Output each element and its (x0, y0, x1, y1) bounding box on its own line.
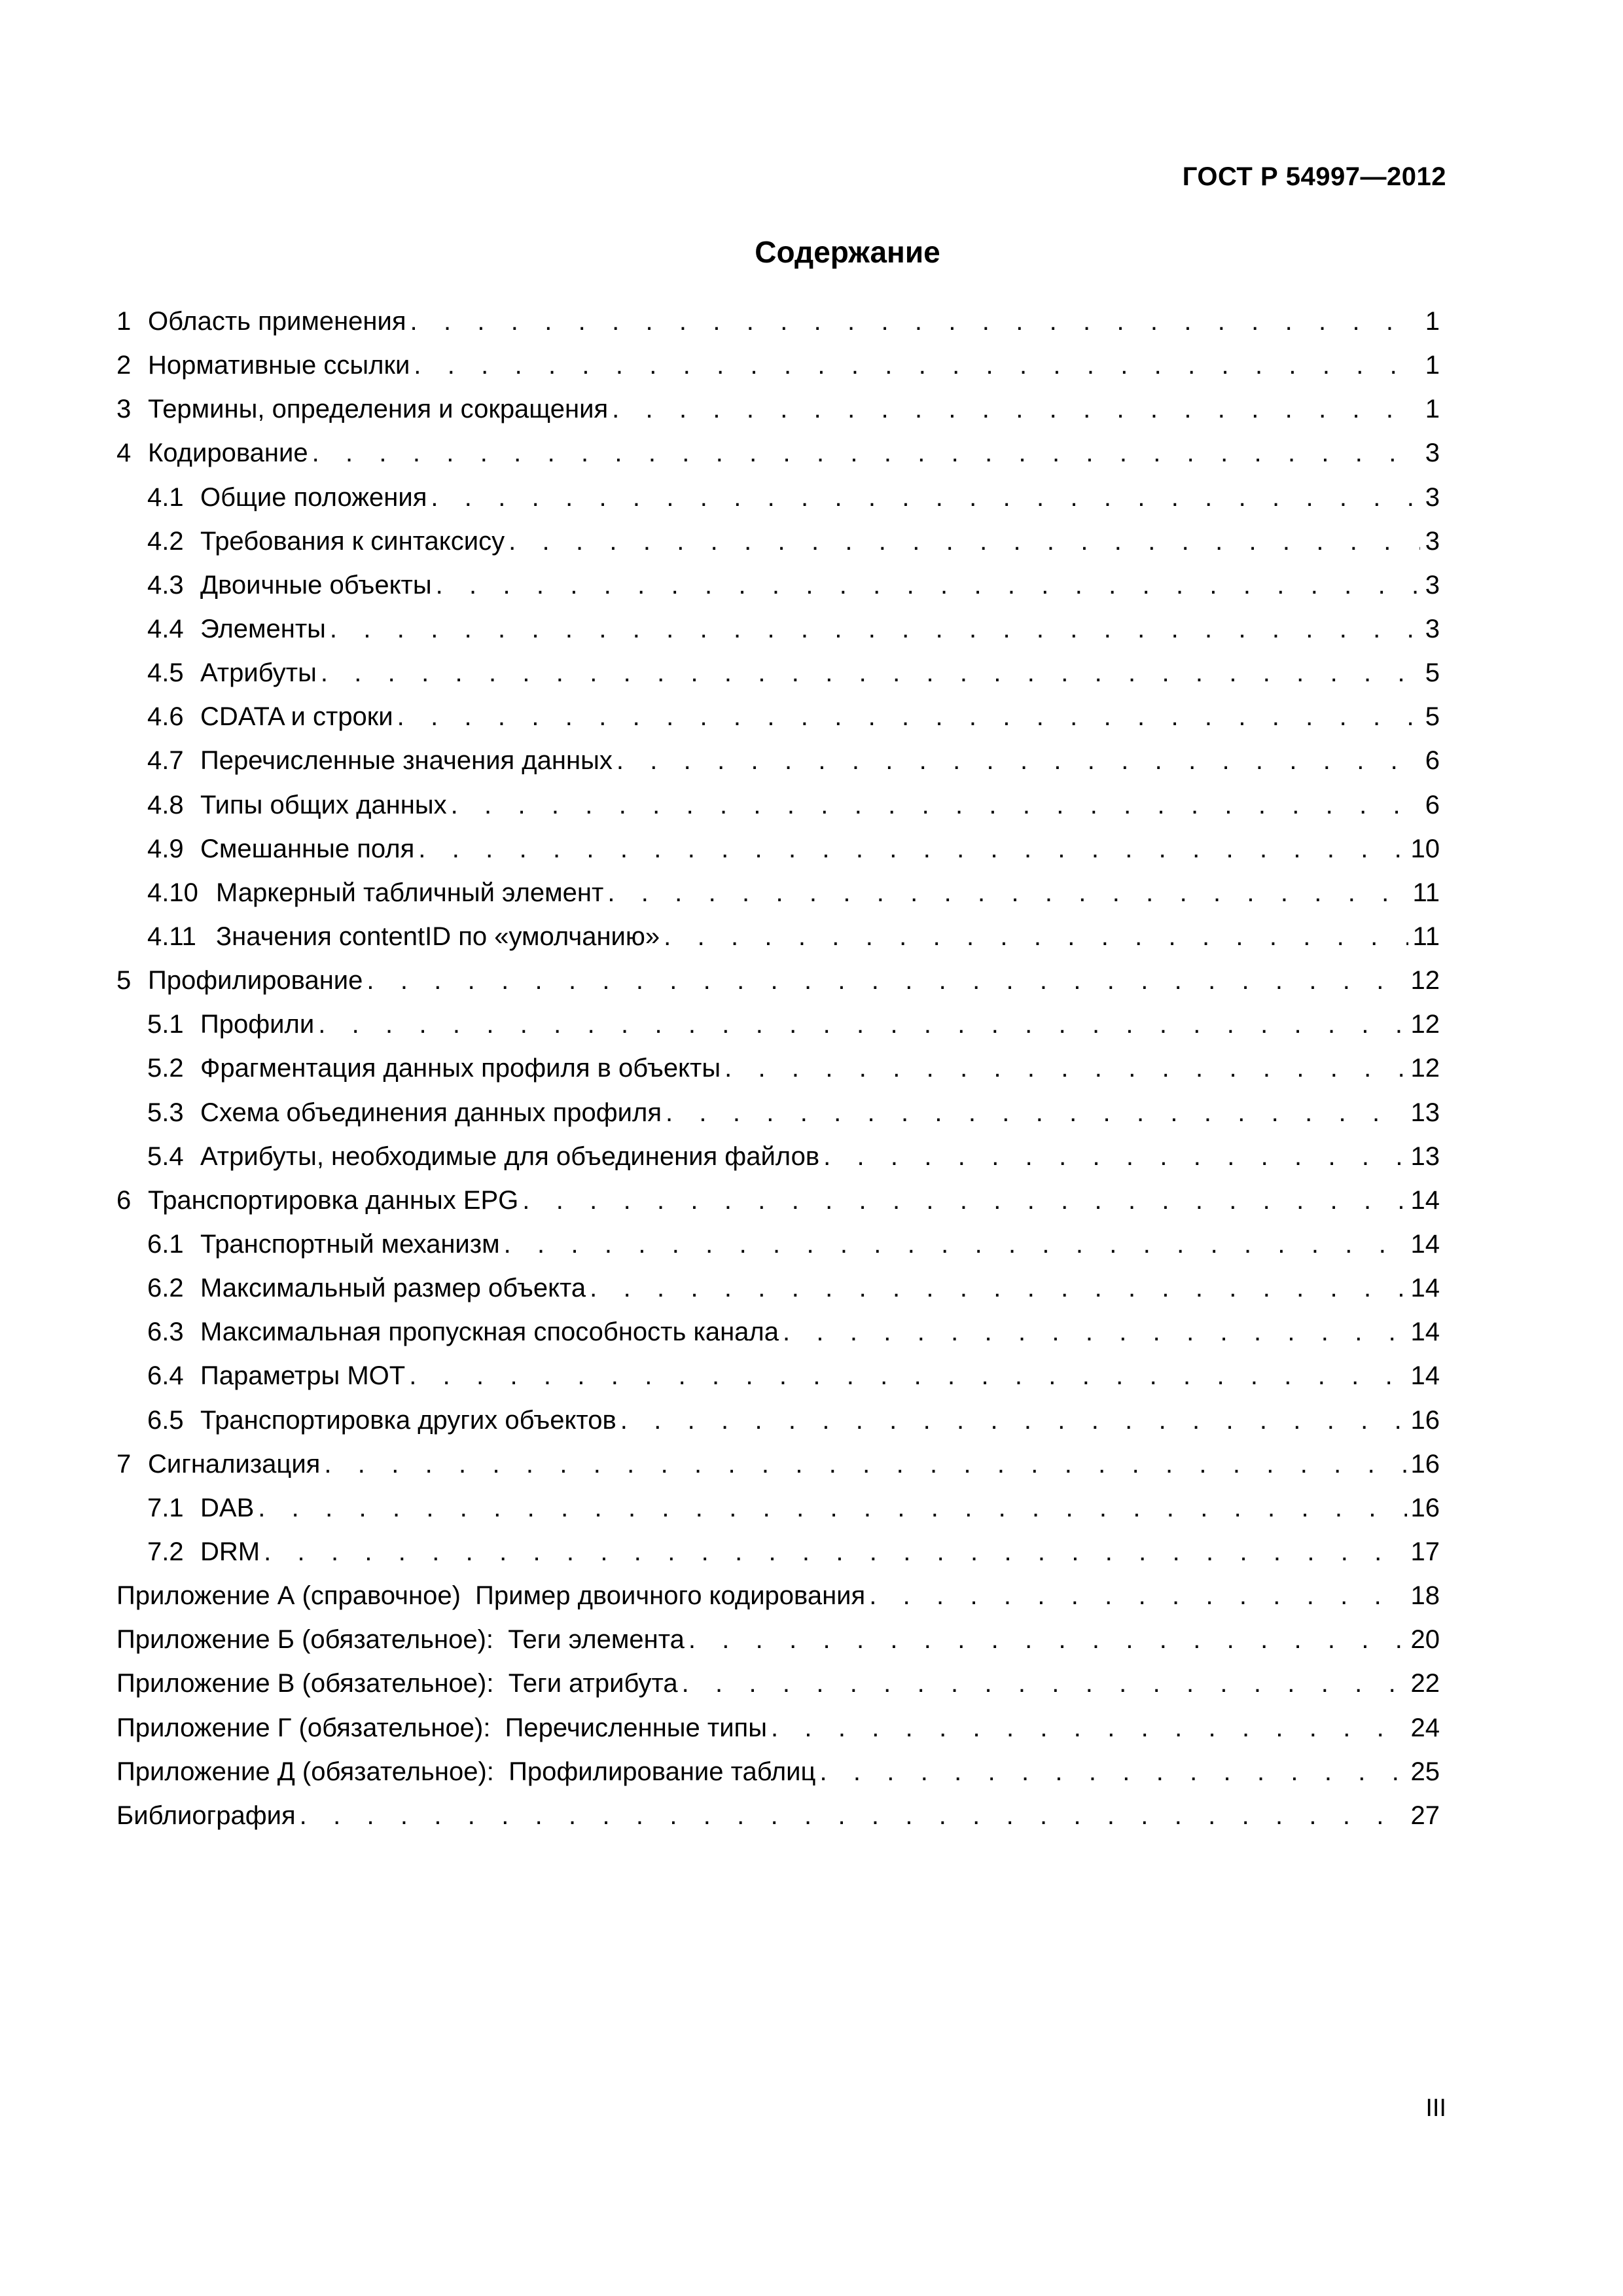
toc-entry-page: 13 (1410, 1141, 1440, 1171)
toc-title: Содержание (755, 235, 940, 269)
toc-entry-page: 12 (1410, 1010, 1440, 1039)
toc-entry-number: 4.5 (147, 658, 184, 688)
toc-entry-page: 3 (1425, 526, 1440, 556)
toc-entry-label: Транспортировка данных EPG (148, 1185, 519, 1215)
toc-entry-page: 16 (1410, 1449, 1440, 1479)
toc-entry-page: 3 (1425, 439, 1440, 468)
toc-entry-page: 6 (1425, 790, 1440, 819)
toc-leader-dots (612, 387, 1420, 431)
toc-entry-page: 14 (1410, 1274, 1440, 1303)
toc-leader-dots (397, 695, 1420, 739)
toc-entry-page: 1 (1425, 307, 1440, 336)
toc-entry-page: 5 (1425, 702, 1440, 732)
toc-entry-label: Общие положения (200, 482, 427, 512)
toc-leader-dots (418, 827, 1406, 871)
toc-entry-number: 4.3 (147, 570, 184, 600)
toc-entry-number: 5 (116, 966, 132, 996)
toc-entry-label: Нормативные ссылки (148, 351, 410, 380)
toc-entry-label: Сигнализация (148, 1449, 321, 1479)
toc-entry-label: Элементы (200, 614, 326, 643)
toc-entry-page: 11 (1412, 878, 1440, 907)
toc-entry[interactable] (116, 387, 1440, 431)
toc-entry[interactable] (116, 476, 1440, 520)
toc-entry-label: Схема объединения данных профиля (200, 1098, 662, 1127)
toc-entry[interactable] (116, 431, 1440, 475)
toc-entry-number: 4.1 (147, 482, 184, 512)
toc-entry-label: Атрибуты (200, 658, 317, 688)
toc-leader-dots (823, 1135, 1406, 1179)
toc-entry-label: Фрагментация данных профиля в объекты (200, 1054, 721, 1083)
toc-entry-page: 16 (1410, 1405, 1440, 1435)
toc-entry-page: 14 (1410, 1185, 1440, 1215)
toc-leader-dots (312, 431, 1420, 475)
toc-entry[interactable] (116, 1091, 1440, 1135)
toc-entry-label: Приложение Г (обязательное): Перечисленные типы (116, 1713, 767, 1742)
toc-leader-dots (590, 1266, 1406, 1310)
toc-leader-dots (451, 783, 1420, 827)
toc-entry-number: 4.4 (147, 614, 184, 643)
toc-entry[interactable] (116, 1530, 1440, 1574)
toc-entry-page: 10 (1410, 834, 1440, 863)
toc-entry-number: 4.6 (147, 702, 184, 732)
toc-entry-number: 5.2 (147, 1054, 184, 1083)
toc-entry[interactable] (116, 827, 1440, 871)
toc-leader-dots (300, 1794, 1407, 1838)
toc-entry[interactable] (116, 607, 1440, 651)
page-number: III (1425, 2094, 1446, 2122)
toc-entry-page: 17 (1410, 1537, 1440, 1566)
toc-entry-label: Приложение Д (обязательное): Профилирование таблиц (116, 1757, 816, 1786)
toc-entry-page: 1 (1425, 351, 1440, 380)
toc-entry[interactable] (116, 1223, 1440, 1266)
toc-entry[interactable] (116, 1794, 1440, 1838)
toc-entry[interactable] (116, 564, 1440, 607)
toc-entry-page: 14 (1410, 1318, 1440, 1347)
toc-entry-page: 13 (1410, 1098, 1440, 1127)
toc-leader-dots (409, 1354, 1406, 1398)
toc-entry-number: 4.9 (147, 834, 184, 863)
toc-entry-number: 5.3 (147, 1098, 184, 1127)
toc-leader-dots (324, 1443, 1406, 1486)
toc-entry-number: 4.10 (147, 878, 198, 907)
toc-entry-label: Максимальная пропускная способность канала (200, 1318, 779, 1347)
toc-entry[interactable] (116, 1443, 1440, 1486)
toc-entry-number: 5.4 (147, 1141, 184, 1171)
toc-entry-page: 12 (1410, 1054, 1440, 1083)
toc-leader-dots (724, 1047, 1406, 1090)
toc-entry-number: 6.5 (147, 1405, 184, 1435)
toc-entry-label: Приложение Б (обязательное): Теги элемента (116, 1625, 685, 1655)
toc-entry-label: Кодирование (148, 439, 308, 468)
toc-entry-label: Транспортный механизм (200, 1229, 500, 1259)
toc-entry-page: 18 (1410, 1581, 1440, 1611)
toc-entry-label: Требования к синтаксису (200, 526, 505, 556)
toc-entry-label: Приложение В (обязательное): Теги атрибута (116, 1669, 678, 1698)
toc-leader-dots (682, 1662, 1407, 1706)
toc-entry[interactable] (116, 1662, 1440, 1706)
toc-entry-number: 7.1 (147, 1493, 184, 1522)
toc-leader-dots (607, 871, 1408, 915)
toc-entry[interactable] (116, 695, 1440, 739)
toc-leader-dots (366, 959, 1406, 1003)
toc-entry-label: Двоичные объекты (200, 570, 432, 600)
toc-entry-number: 3 (116, 395, 132, 424)
toc-entry-page: 27 (1410, 1801, 1440, 1830)
toc-leader-dots (431, 476, 1420, 520)
toc-entry-label: Значения contentID по «умолчанию» (216, 922, 660, 951)
toc-entry-page: 22 (1410, 1669, 1440, 1698)
toc-leader-dots (522, 1179, 1406, 1223)
standard-code-header: ГОСТ Р 54997—2012 (1182, 162, 1446, 191)
toc-entry[interactable] (116, 300, 1440, 344)
toc-entry-page: 16 (1410, 1493, 1440, 1522)
toc-entry-number: 6.2 (147, 1274, 184, 1303)
toc-leader-dots (414, 344, 1420, 387)
toc-entry-number: 6.3 (147, 1318, 184, 1347)
toc-entry-label: Термины, определения и сокращения (148, 395, 609, 424)
toc-entry-label: Приложение А (справочное) Пример двоичного кодирования (116, 1581, 866, 1611)
toc-entry[interactable] (116, 1135, 1440, 1179)
toc-entry-page: 14 (1410, 1361, 1440, 1391)
toc-entry[interactable] (116, 1706, 1440, 1750)
toc-entry-number: 4.8 (147, 790, 184, 819)
toc-entry[interactable] (116, 739, 1440, 783)
toc-entry[interactable] (116, 1266, 1440, 1310)
toc-leader-dots (620, 1399, 1407, 1443)
toc-leader-dots (436, 564, 1420, 607)
toc-entry-number: 7 (116, 1449, 132, 1479)
toc-entry-number: 4.2 (147, 526, 184, 556)
toc-entry[interactable] (116, 1486, 1440, 1530)
toc-entry-label: Атрибуты, необходимые для объединения файлов (200, 1141, 820, 1171)
toc-leader-dots (321, 651, 1420, 695)
toc-entry[interactable] (116, 520, 1440, 564)
toc-entry-number: 1 (116, 307, 132, 336)
toc-entry[interactable] (116, 1310, 1440, 1354)
toc-entry[interactable] (116, 783, 1440, 827)
toc-entry-page: 24 (1410, 1713, 1440, 1742)
toc-entry-number: 6.4 (147, 1361, 184, 1391)
toc-entry-page: 1 (1425, 395, 1440, 424)
toc-entry-label: DRM (200, 1537, 260, 1566)
toc-entry-number: 2 (116, 351, 132, 380)
toc-entry-page: 6 (1425, 746, 1440, 776)
toc-entry-page: 20 (1410, 1625, 1440, 1655)
toc-entry-label: Перечисленные значения данных (200, 746, 613, 776)
table-of-contents (116, 300, 1440, 1838)
toc-leader-dots (264, 1530, 1406, 1574)
toc-leader-dots (504, 1223, 1407, 1266)
toc-entry-page: 5 (1425, 658, 1440, 688)
toc-entry[interactable] (116, 651, 1440, 695)
toc-entry-label: Профилирование (148, 966, 363, 996)
toc-leader-dots (819, 1750, 1406, 1794)
toc-entry-label: Параметры МОТ (200, 1361, 406, 1391)
toc-entry-number: 4.7 (147, 746, 184, 776)
toc-leader-dots (330, 607, 1420, 651)
toc-entry-page: 3 (1425, 614, 1440, 643)
toc-entry-label: Библиография (116, 1801, 296, 1830)
toc-entry[interactable] (116, 1354, 1440, 1398)
toc-entry-number: 7.2 (147, 1537, 184, 1566)
toc-leader-dots (666, 1091, 1407, 1135)
toc-entry-label: DAB (200, 1493, 255, 1522)
toc-leader-dots (771, 1706, 1407, 1750)
toc-leader-dots (508, 520, 1420, 564)
toc-entry[interactable] (116, 1618, 1440, 1662)
toc-entry[interactable] (116, 1750, 1440, 1794)
toc-leader-dots (616, 739, 1420, 783)
toc-entry-label: Смешанные поля (200, 834, 415, 863)
toc-entry-label: CDATA и строки (200, 702, 393, 732)
toc-entry-number: 6 (116, 1185, 132, 1215)
toc-leader-dots (664, 915, 1408, 959)
toc-entry[interactable] (116, 915, 1440, 959)
toc-entry-page: 3 (1425, 482, 1440, 512)
toc-entry-label: Максимальный размер объекта (200, 1274, 586, 1303)
toc-entry-number: 4.11 (147, 922, 196, 951)
toc-entry-label: Типы общих данных (200, 790, 447, 819)
toc-entry[interactable] (116, 1047, 1440, 1090)
toc-leader-dots (869, 1574, 1406, 1618)
toc-leader-dots (258, 1486, 1406, 1530)
toc-entry-label: Профили (200, 1010, 315, 1039)
toc-entry[interactable] (116, 1399, 1440, 1443)
toc-entry[interactable] (116, 959, 1440, 1003)
toc-entry-page: 3 (1425, 570, 1440, 600)
toc-entry-number: 5.1 (147, 1010, 184, 1039)
toc-entry-page: 12 (1410, 966, 1440, 996)
toc-leader-dots (410, 300, 1420, 344)
toc-entry[interactable] (116, 871, 1440, 915)
toc-entry[interactable] (116, 1574, 1440, 1618)
toc-entry[interactable] (116, 1179, 1440, 1223)
toc-entry-label: Транспортировка других объектов (200, 1405, 616, 1435)
toc-entry-number: 6.1 (147, 1229, 184, 1259)
toc-entry-page: 25 (1410, 1757, 1440, 1786)
toc-leader-dots (688, 1618, 1407, 1662)
toc-leader-dots (318, 1003, 1406, 1047)
toc-entry[interactable] (116, 1003, 1440, 1047)
toc-entry-page: 14 (1410, 1229, 1440, 1259)
toc-entry-label: Область применения (148, 307, 406, 336)
toc-leader-dots (783, 1310, 1407, 1354)
toc-entry-number: 4 (116, 439, 132, 468)
toc-entry-label: Маркерный табличный элемент (216, 878, 604, 907)
toc-entry-page: 11 (1412, 922, 1440, 951)
toc-entry[interactable] (116, 344, 1440, 387)
